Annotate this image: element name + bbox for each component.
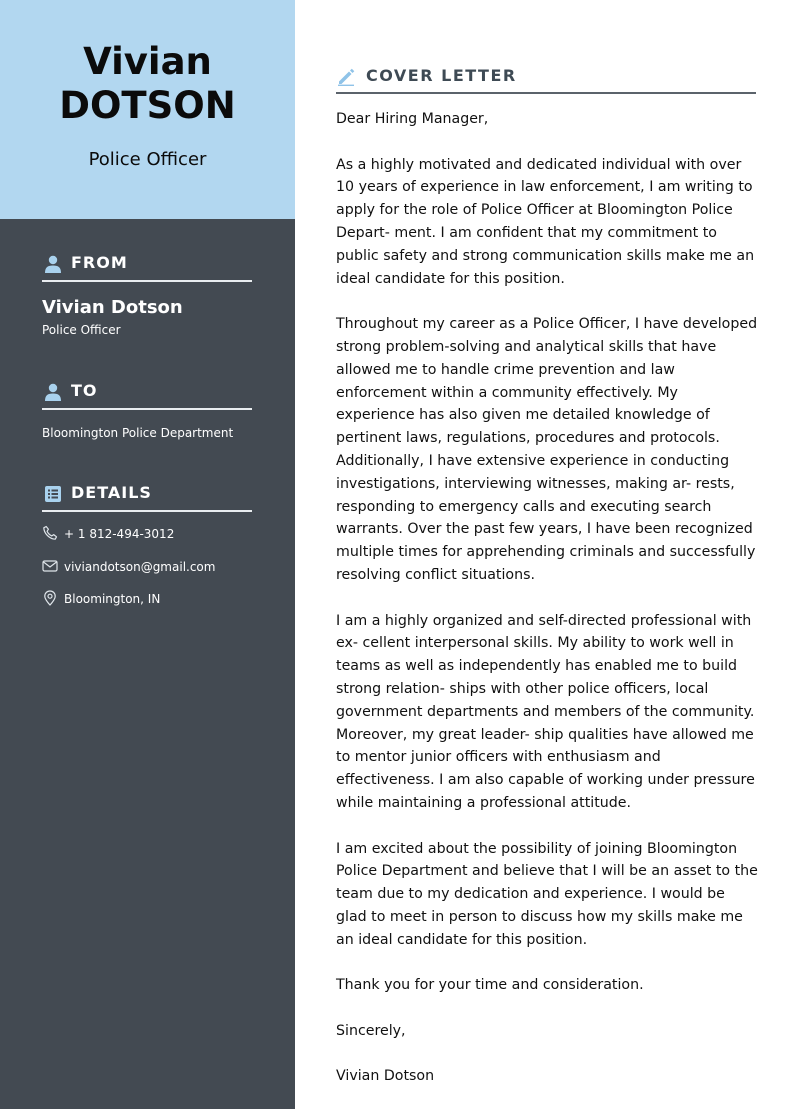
letter-paragraph: Throughout my career as a Police Officer, I have developed strong problem-solving and analytical skills that have allowed me to handle crime prevention and law enforcement within a community effectively. My experience has also given me detailed knowledge of pertinent laws, regulations, procedures and protocols. Additionally, I have extensive experience in conducting investigations, interviewing witnesses, making ar- rests, responding to emergency calls and executing search warrants. Over the past few years, I have been recognized multiple times for apprehending criminals and successfully resolving conflict situations.	[336, 316, 758, 583]
email-address[interactable]: viviandotson@gmail.com	[64, 560, 216, 574]
recipient-name: Bloomington Police Department	[42, 426, 234, 440]
to-section-heading	[42, 378, 252, 410]
salutation: Dear Hiring Manager,	[336, 111, 489, 127]
first-name: Vivian	[83, 40, 212, 83]
closing: Sincerely,	[336, 1022, 406, 1039]
location-text: Bloomington, IN	[64, 592, 161, 606]
from-heading-label: FROM	[71, 253, 128, 272]
job-title: Police Officer	[88, 149, 207, 170]
letter-paragraph: Thank you for your time and consideration.	[336, 977, 644, 994]
person-icon	[43, 382, 63, 402]
letter-body	[336, 108, 759, 1111]
cover-letter-heading	[336, 62, 756, 94]
from-section-heading	[42, 250, 252, 282]
phone-icon	[42, 525, 58, 541]
envelope-icon	[42, 558, 58, 574]
location-pin-icon	[42, 590, 58, 606]
last-name: DOTSON	[59, 84, 236, 127]
list-icon	[43, 484, 63, 504]
details-section-heading	[42, 480, 252, 512]
letter-paragraph: As a highly motivated and dedicated individual with over 10 years of experience in law enforcement, I am writing to apply for the role of Police Officer at Bloomington Police Depart- ment. I am confident that my commitment to public safety and strong communication skills make me an ideal candidate for this position.	[336, 156, 755, 287]
letter-paragraph: I am excited about the possibility of joining Bloomington Police Department and believe that I will be an asset to the team due to my dedication and experience. I would be glad to meet in person to discuss how my skills make me an ideal candidate for this position.	[336, 840, 758, 948]
sender-title: Police Officer	[42, 323, 121, 337]
signature: Vivian Dotson	[336, 1068, 435, 1085]
sender-name: Vivian Dotson	[42, 297, 183, 318]
phone-number[interactable]: + 1 812-494-3012	[64, 527, 175, 541]
letter-paragraph: I am a highly organized and self-directed professional with ex- cellent interpersonal skills. My ability to work well in teams as well as independently has enabled me to build strong relation- ships with other police officers, local government departments and members of the community. Moreover, my great leader- ship qualities have allowed me to mentor junior officers with enthusiasm and effectiveness. I am also capable of working under pressure while maintaining a professional attitude.	[336, 612, 755, 811]
pencil-icon	[336, 66, 356, 86]
name-header	[0, 0, 295, 219]
cover-letter-heading-label: COVER LETTER	[366, 66, 517, 85]
person-icon	[43, 254, 63, 274]
to-heading-label: TO	[71, 381, 98, 400]
details-heading-label: DETAILS	[71, 483, 152, 502]
